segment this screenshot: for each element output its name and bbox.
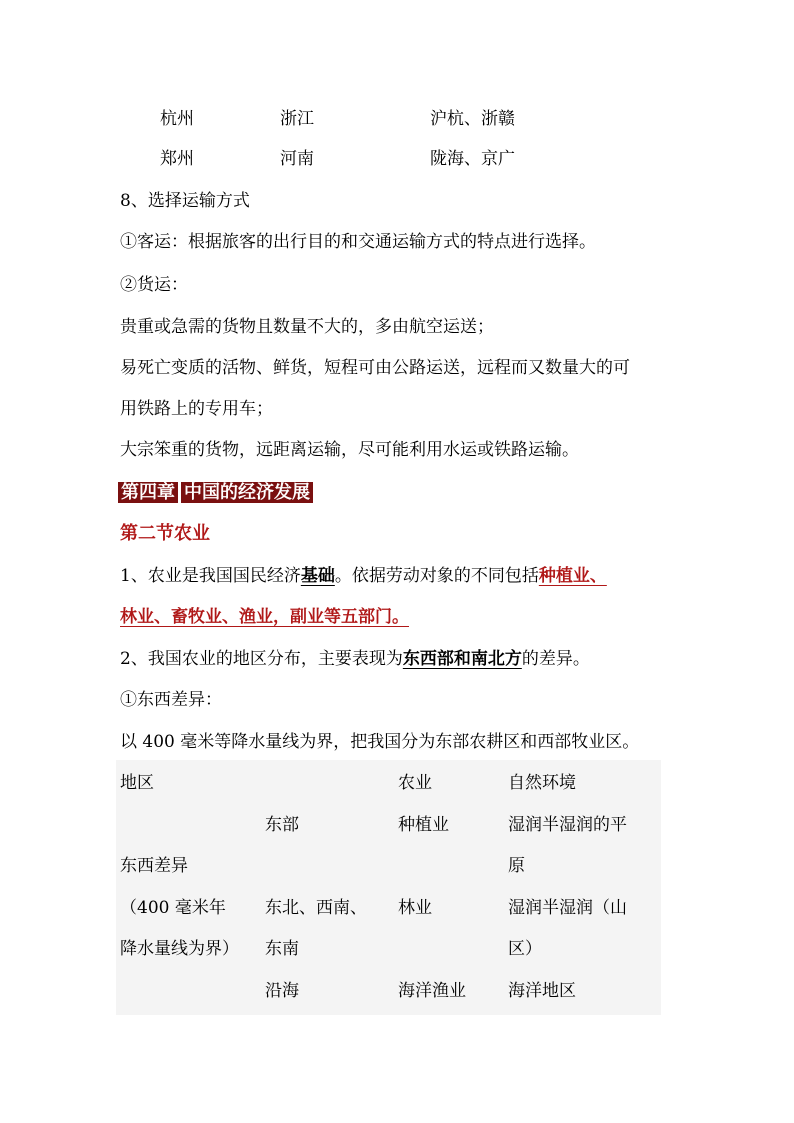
table-background xyxy=(116,760,661,1015)
freight-transport: ②货运： xyxy=(120,275,188,295)
section8-heading: 8、选择运输方式 xyxy=(120,191,250,211)
row2-env-1: 湿润半湿润（山 xyxy=(508,898,627,918)
item1-line1 xyxy=(120,566,607,586)
freight-para-1: 贵重或急需的货物且数量不大的，多由航空运送； xyxy=(120,317,494,337)
province-zhejiang: 浙江 xyxy=(280,109,314,129)
province-henan: 河南 xyxy=(280,149,314,169)
rail-lines-hangzhou: 沪杭、浙赣 xyxy=(430,109,515,129)
item1-prefix: 1、农业是我国国民经济 xyxy=(120,566,301,586)
side-label-3: 降水量线为界） xyxy=(120,939,239,959)
chapter-title: 中国的经济发展 xyxy=(181,482,313,503)
item1-red-1: 种植业、 xyxy=(538,566,607,586)
chapter-number: 第四章 xyxy=(118,482,178,503)
item1-red-2: 林业、畜牧业、渔业，副业等五部门。 xyxy=(120,607,409,627)
city-hangzhou: 杭州 xyxy=(160,109,194,129)
east-west-heading: ①东西差异： xyxy=(120,690,222,710)
row3-area: 沿海 xyxy=(265,981,299,1001)
section-title: 第二节农业 xyxy=(120,523,210,544)
side-label-2: （400 毫米年 xyxy=(120,898,226,918)
row3-env-1: 海洋地区 xyxy=(508,981,576,1001)
rail-lines-zhengzhou: 陇海、京广 xyxy=(430,149,515,169)
chapter-heading xyxy=(118,481,313,505)
freight-para-2b: 用铁路上的专用车； xyxy=(120,399,273,419)
east-west-desc: 以 400 毫米等降水量线为界，把我国分为东部农耕区和西部牧业区。 xyxy=(120,732,640,752)
row3-agri: 海洋渔业 xyxy=(398,981,466,1001)
item1-keyword: 基础 xyxy=(300,566,335,586)
row1-env-2: 原 xyxy=(508,856,525,876)
side-label-1: 东西差异 xyxy=(120,856,188,876)
header-region: 地区 xyxy=(120,773,154,793)
row1-env-1: 湿润半湿润的平 xyxy=(508,815,627,835)
freight-para-3: 大宗笨重的货物，远距离运输，尽可能利用水运或铁路运输。 xyxy=(120,440,579,460)
row2-area-1: 东北、西南、 xyxy=(265,898,367,918)
row2-env-2: 区） xyxy=(508,939,542,959)
item2-prefix: 2、我国农业的地区分布，主要表现为 xyxy=(120,649,403,669)
row2-agri: 林业 xyxy=(398,898,432,918)
freight-para-2a: 易死亡变质的活物、鲜货，短程可由公路运送，远程而又数量大的可 xyxy=(120,358,630,378)
passenger-transport: ①客运：根据旅客的出行目的和交通运输方式的特点进行选择。 xyxy=(120,232,596,252)
row1-agri: 种植业 xyxy=(398,815,449,835)
item2-suffix: 的差异。 xyxy=(521,649,590,669)
header-agriculture: 农业 xyxy=(398,773,432,793)
item2-line xyxy=(120,649,590,669)
row2-area-2: 东南 xyxy=(265,939,299,959)
item2-keyword: 东西部和南北方 xyxy=(402,649,522,669)
city-zhengzhou: 郑州 xyxy=(160,149,194,169)
row1-area: 东部 xyxy=(265,815,299,835)
header-environment: 自然环境 xyxy=(508,773,576,793)
item1-mid: 。依据劳动对象的不同包括 xyxy=(334,566,539,586)
